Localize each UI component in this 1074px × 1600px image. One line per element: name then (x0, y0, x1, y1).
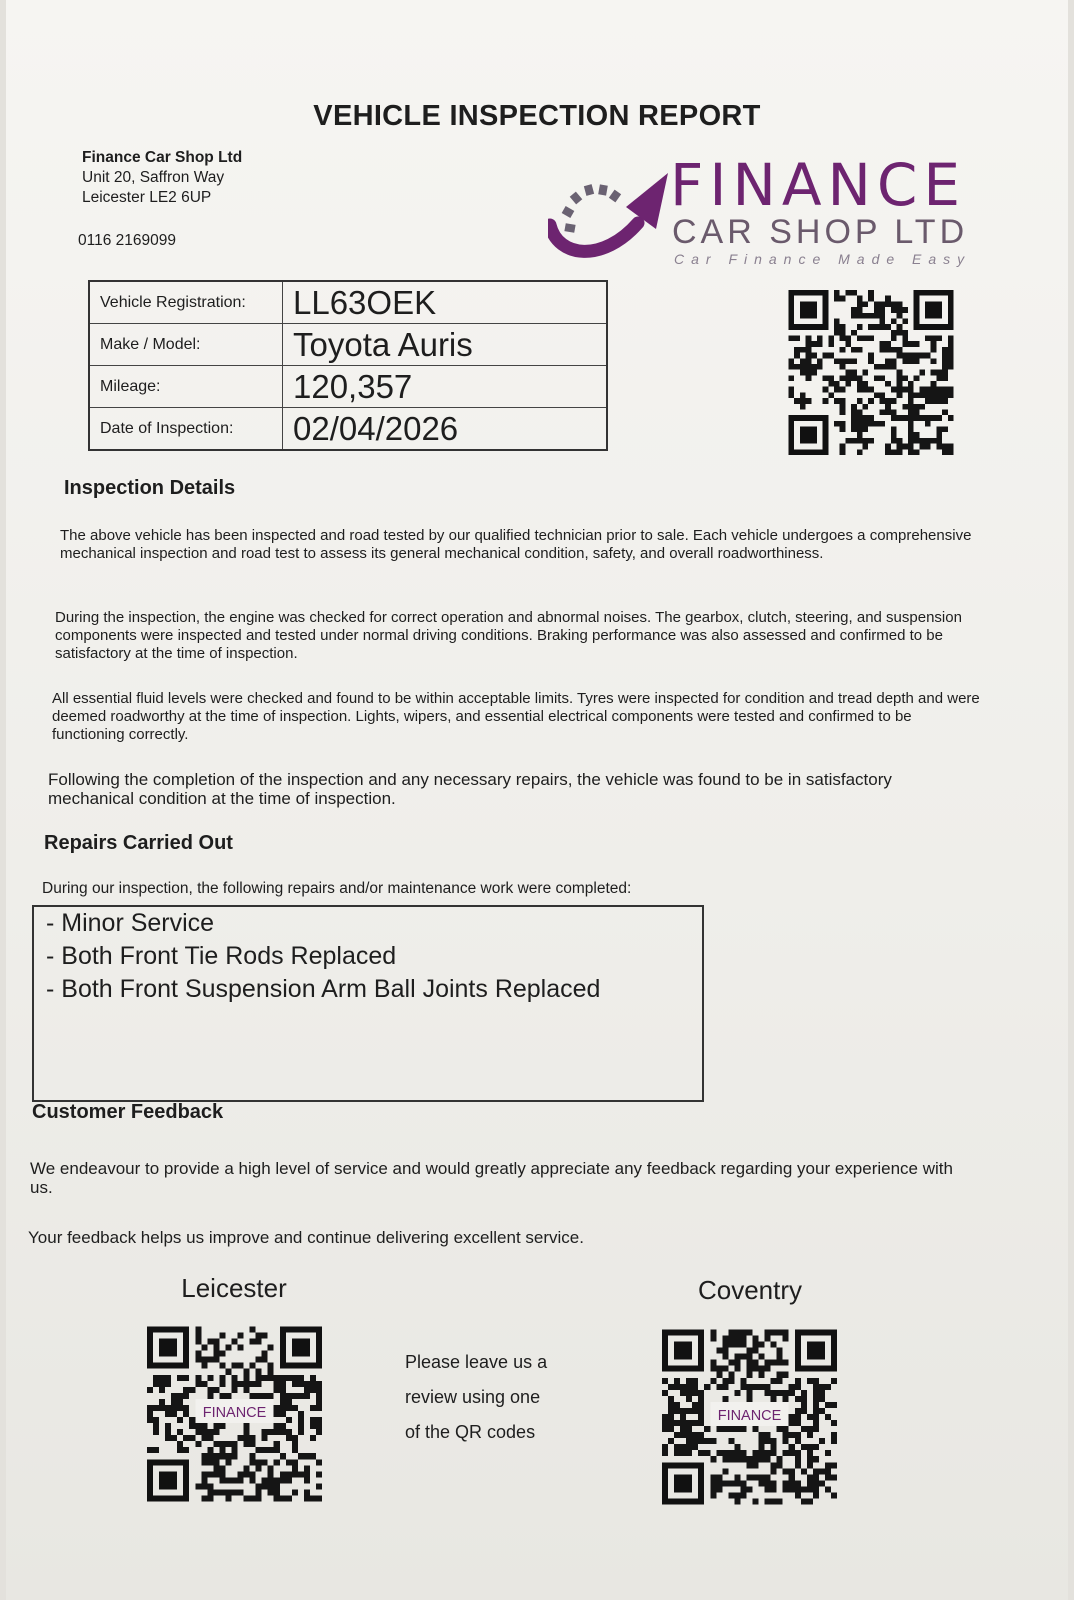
feedback-heading: Customer Feedback (32, 1101, 224, 1123)
inspection-paragraph-1: The above vehicle has been inspected and road tested by our qualified technician prior to sale. Each vehicle undergoes a comprehensive mechanical inspection and road test to assess its general mechanical condition, safety, and overall roadworthiness. (60, 527, 972, 562)
city-label-coventry: Coventry (697, 1275, 803, 1305)
review-line-2: review using one (405, 1387, 541, 1407)
review-line-3: of the QR codes (405, 1422, 536, 1442)
table-row (89, 408, 607, 451)
inspection-paragraph-4: Following the completion of the inspection and any necessary repairs, the vehicle was found to be in satisfactory mechanical condition at the time of inspection. (48, 770, 892, 808)
registration-value: LL63OEK (283, 281, 608, 324)
logo-subtitle: CAR SHOP LTD (672, 213, 969, 251)
logo-word: FINANCE (670, 151, 967, 219)
make-model-value: Toyota Auris (283, 324, 608, 366)
inspection-heading: Inspection Details (64, 477, 236, 499)
feedback-paragraph-1: We endeavour to provide a high level of service and would greatly appreciate any feedback regarding your experience with us. (30, 1159, 953, 1197)
company-phone: 0116 2169099 (78, 232, 176, 249)
address-line-1: Unit 20, Saffron Way (82, 169, 225, 186)
address-line-2: Leicester LE2 6UP (82, 189, 212, 206)
company-logo (548, 151, 988, 270)
make-model-label: Make / Model: (89, 324, 283, 366)
list-item: - Both Front Suspension Arm Ball Joints Replaced (46, 975, 601, 1003)
qr-logo-badge: FINANCE (202, 1405, 267, 1422)
list-item: - Both Front Tie Rods Replaced (46, 942, 397, 970)
logo-tagline: Car Finance Made Easy (674, 251, 972, 267)
mileage-label: Mileage: (89, 366, 283, 408)
inspection-paragraph-2: During the inspection, the engine was checked for correct operation and abnormal noises. The gearbox, clutch, steering, and suspension components were inspected and tested under normal driving conditions. Braking performance was also assessed and confirmed to be satisfactory at the time of inspection. (55, 609, 962, 662)
speedometer-arrow-icon (548, 163, 673, 258)
registration-label: Vehicle Registration: (89, 281, 283, 324)
company-address (82, 148, 242, 208)
table-row (89, 281, 607, 324)
company-name: Finance Car Shop Ltd (82, 149, 243, 166)
vehicle-details-table (88, 280, 608, 451)
repairs-list (32, 905, 704, 1102)
date-label: Date of Inspection: (89, 408, 283, 451)
qr-code-icon[interactable] (782, 290, 960, 455)
city-label-leicester: Leicester (181, 1273, 287, 1303)
leicester-review-qr-icon[interactable] (147, 1323, 322, 1505)
table-row (89, 366, 607, 408)
date-value: 02/04/2026 (283, 408, 608, 451)
repairs-heading: Repairs Carried Out (44, 832, 233, 854)
mileage-value: 120,357 (283, 366, 608, 408)
qr-logo-badge: FINANCE (717, 1408, 782, 1425)
table-row (89, 324, 607, 366)
coventry-review-qr-icon[interactable] (662, 1326, 837, 1508)
inspection-paragraph-3: All essential fluid levels were checked and found to be within acceptable limits. Tyres were inspected for condition and tread depth and were deemed roadworthy at the time of inspection. Lights, wipers, and essential electrical components were tested and confirmed to be functioning correctly. (52, 690, 980, 743)
review-line-1: Please leave us a (405, 1352, 548, 1372)
report-title: VEHICLE INSPECTION REPORT (313, 100, 761, 132)
repairs-intro: During our inspection, the following repairs and/or maintenance work were completed: (42, 880, 632, 897)
review-prompt (405, 1345, 547, 1450)
list-item: - Minor Service (46, 909, 215, 937)
feedback-paragraph-2: Your feedback helps us improve and continue delivering excellent service. (28, 1228, 584, 1247)
